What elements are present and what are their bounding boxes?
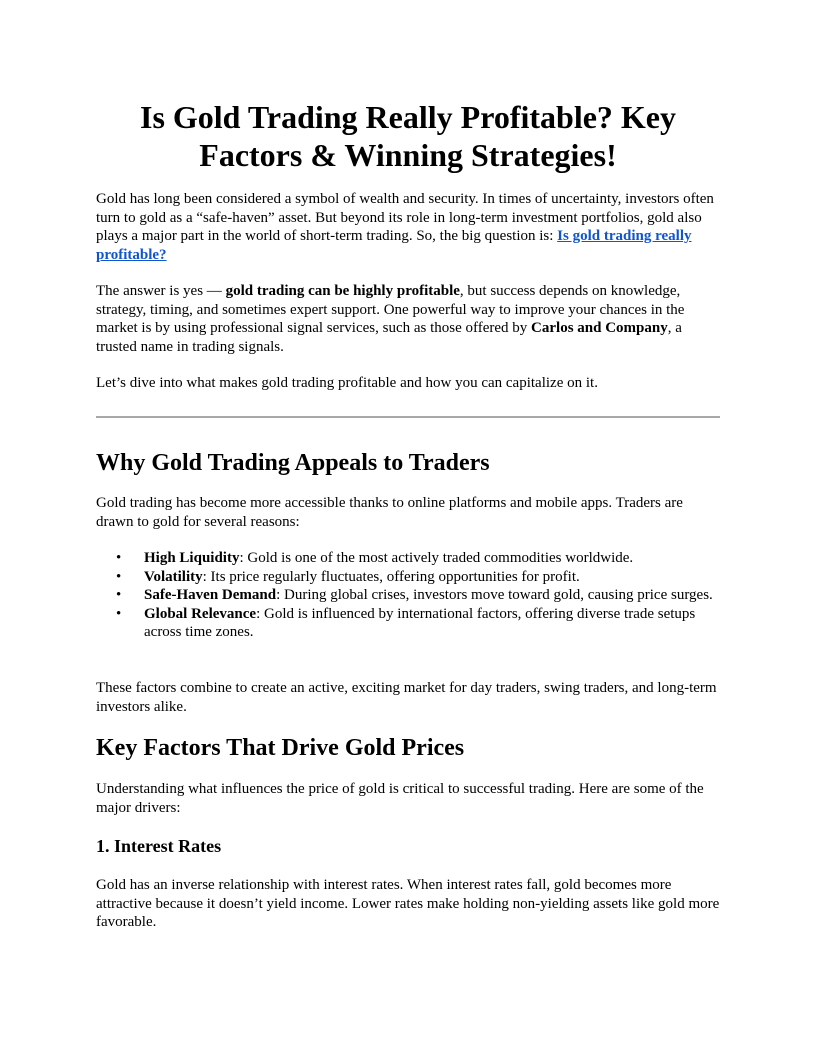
intro-paragraph bbox=[96, 190, 720, 264]
horizontal-divider bbox=[96, 416, 720, 418]
answer-text-3: , a trusted name in trading signals. bbox=[96, 320, 682, 355]
page-title: Is Gold Trading Really Profitable? Key Factors & Winning Strategies! bbox=[139, 99, 676, 173]
answer-text-1: The answer is yes — bbox=[96, 283, 226, 299]
section1-intro: Gold trading has become more accessible thanks to online platforms and mobile apps. Traders are drawn to gold for several reasons: bbox=[96, 495, 683, 530]
intro-text: Gold has long been considered a symbol of wealth and security. In times of uncertainty, investors often turn to gold as a “safe-haven” asset. But beyond its role in long-term investment portfolios, gold also plays a major part in the world of short-term trading. So, the big question is: bbox=[96, 191, 714, 244]
bullet-icon: • bbox=[116, 550, 122, 566]
section-heading-why-gold: Why Gold Trading Appeals to Traders bbox=[96, 450, 490, 476]
reasons-list bbox=[96, 549, 720, 642]
list-item bbox=[96, 605, 720, 642]
section1-outro: These factors combine to create an active, exciting market for day traders, swing traders, and long-term investors alike. bbox=[96, 680, 717, 715]
list-item-text: : Gold is one of the most actively traded commodities worldwide. bbox=[239, 550, 634, 566]
list-item-term: Safe-Haven Demand bbox=[144, 587, 277, 603]
list-item-text: : Its price regularly fluctuates, offering opportunities for profit. bbox=[202, 568, 580, 585]
bullet-icon: • bbox=[116, 568, 122, 585]
interest-rates-paragraph: Gold has an inverse relationship with interest rates. When interest rates fall, gold becomes more attractive because it doesn’t yield income. Lower rates make holding non-yielding assets like gold more favorable. bbox=[96, 877, 720, 930]
list-item bbox=[96, 586, 720, 605]
answer-bold-company: Carlos and Company bbox=[531, 320, 668, 336]
list-item-term: Volatility bbox=[144, 568, 203, 585]
section-heading-key-factors: Key Factors That Drive Gold Prices bbox=[96, 735, 465, 761]
subheading-interest-rates: 1. Interest Rates bbox=[96, 836, 222, 856]
list-item-term: Global Relevance bbox=[144, 605, 257, 622]
dive-paragraph: Let’s dive into what makes gold trading profitable and how you can capitalize on it. bbox=[96, 375, 598, 391]
bullet-icon: • bbox=[116, 587, 122, 603]
bullet-icon: • bbox=[116, 605, 122, 622]
answer-text-2: , but success depends on knowledge, strategy, timing, and sometimes expert support. One powerful way to improve your chances in the market is by using professional signal services, such as those offered by bbox=[96, 283, 685, 336]
list-item-text: : During global crises, investors move toward gold, causing price surges. bbox=[276, 587, 713, 603]
list-item-text: : Gold is influenced by international factors, offering diverse trade setups across time zones. bbox=[144, 605, 696, 640]
list-item-term: High Liquidity bbox=[144, 550, 240, 566]
answer-bold-1: gold trading can be highly profitable bbox=[225, 283, 460, 299]
list-item bbox=[96, 568, 720, 587]
profitability-link[interactable]: Is gold trading really profitable? bbox=[96, 228, 692, 263]
list-item bbox=[96, 549, 720, 568]
section2-intro: Understanding what influences the price of gold is critical to successful trading. Here are some of the major drivers: bbox=[96, 781, 704, 816]
answer-paragraph bbox=[96, 282, 720, 356]
